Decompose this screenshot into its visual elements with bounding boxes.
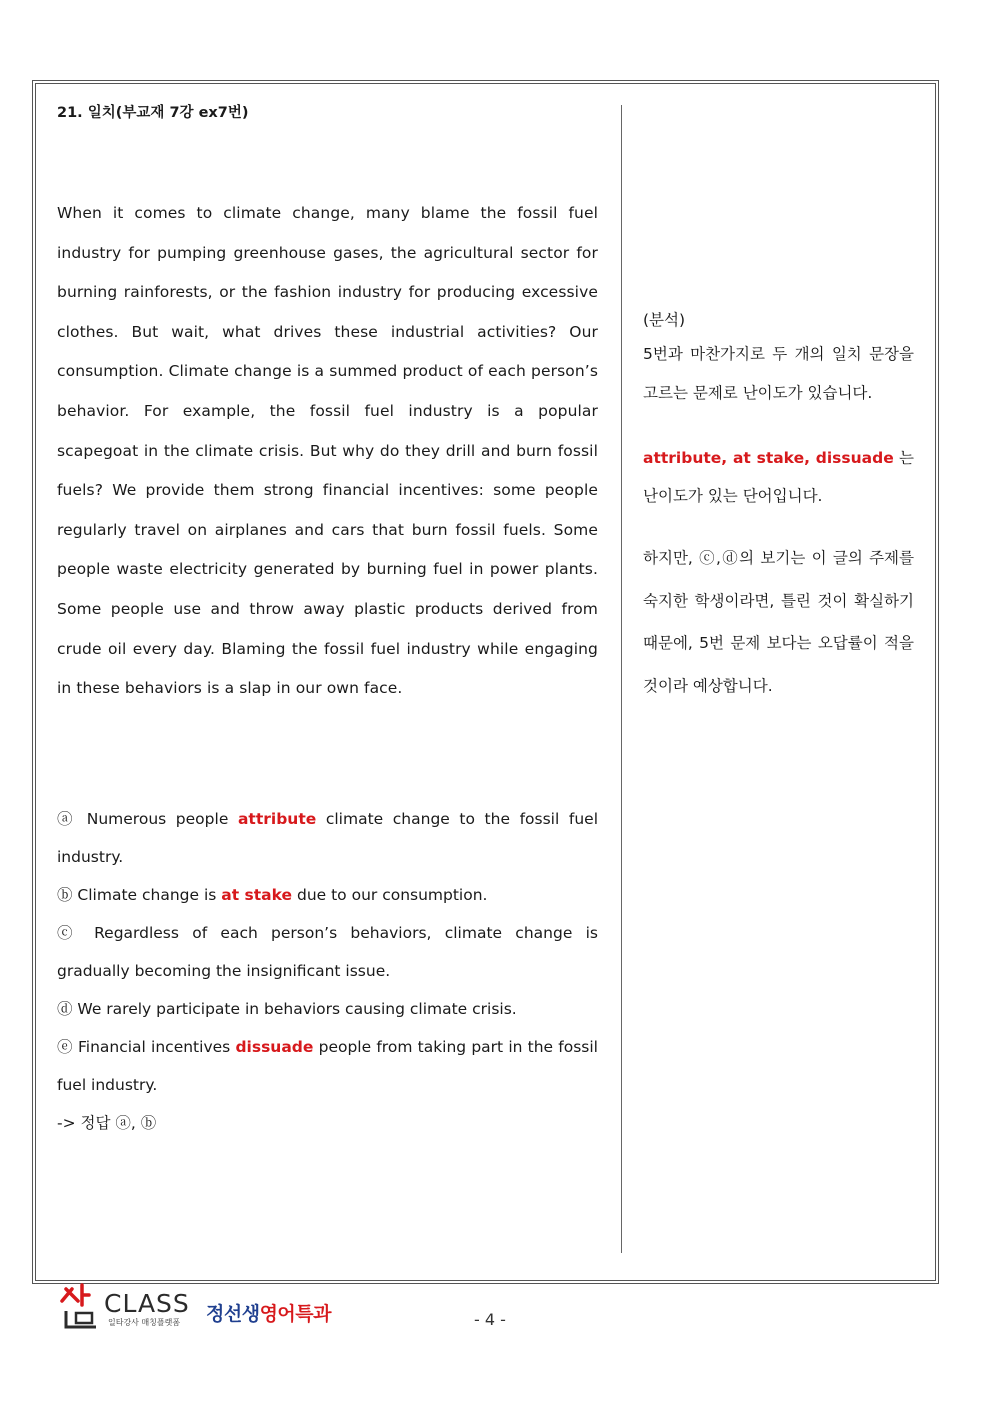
logo-class-text: CLASS — [104, 1289, 190, 1318]
cham-logo-icon — [58, 1283, 104, 1331]
question-column — [57, 102, 598, 1142]
answer-options — [57, 800, 598, 1142]
analysis-column — [643, 305, 914, 707]
question-title: 21. 일치(부교재 7강 ex7번) — [57, 105, 249, 121]
analysis-paragraph-1: 5번과 마찬가지로 두 개의 일치 문장을 고르는 문제로 난이도가 있습니다. — [643, 345, 914, 402]
option-d: ⓓ We rarely participate in behaviors causing climate crisis. — [57, 999, 517, 1018]
highlight-vocab: attribute, at stake, dissuade — [643, 449, 894, 467]
highlight-word: dissuade — [235, 1037, 314, 1056]
footer-logo — [58, 1283, 338, 1331]
analysis-paragraph-2: attribute, at stake, dissuade 는 난이도가 있는 단어입니다. — [643, 449, 914, 505]
option-b: ⓑ Climate change is at stake due to our consumption. — [57, 885, 488, 904]
logo-subtitle: 일타강사 매칭플랫폼 — [108, 1318, 181, 1327]
passage-text: When it comes to climate change, many blame the fossil fuel industry for pumping greenhouse gases, the agricultural sector for burning rainforests, or the fashion industry for producing excessive clothes. But wait, what drives these industrial activities? Our consumption. Climate change is a summed product of each person’s behavior. For example, the fossil fuel industry is a popular scapegoat in the climate crisis. But why do they drill and burn fossil fuels? We provide them strong financial incentives: some people regularly travel on airplanes and cars that burn fossil fuels. Some people waste electricity generated by burning fuel in power plants. Some people use and throw away plastic products derived from crude oil every day. Blaming the fossil fuel industry while engaging in these behaviors is a slap in our own face. — [57, 204, 598, 698]
column-divider — [621, 105, 622, 1253]
analysis-heading: (분석) — [643, 311, 686, 329]
option-a: ⓐ Numerous people attribute climate change to the fossil fuel industry. — [57, 809, 598, 866]
page-number: - 4 - — [474, 1310, 506, 1329]
option-c: ⓒ Regardless of each person’s behaviors, climate change is gradually becoming the insignificant issue. — [57, 923, 598, 980]
option-e: ⓔ Financial incentives dissuade people from taking part in the fossil fuel industry. — [57, 1037, 598, 1094]
analysis-paragraph-3: 하지만, ⓒ,ⓓ의 보기는 이 글의 주제를 숙지한 학생이라면, 틀린 것이 확실하기 때문에, 5번 문제 보다는 오답률이 적을 것이라 예상합니다. — [643, 549, 914, 695]
brand-name: 정선생영어특과 — [206, 1303, 331, 1325]
highlight-word: attribute — [237, 809, 317, 828]
answer-line: -> 정답 ⓐ, ⓑ — [57, 1113, 157, 1132]
highlight-word: at stake — [221, 885, 293, 904]
